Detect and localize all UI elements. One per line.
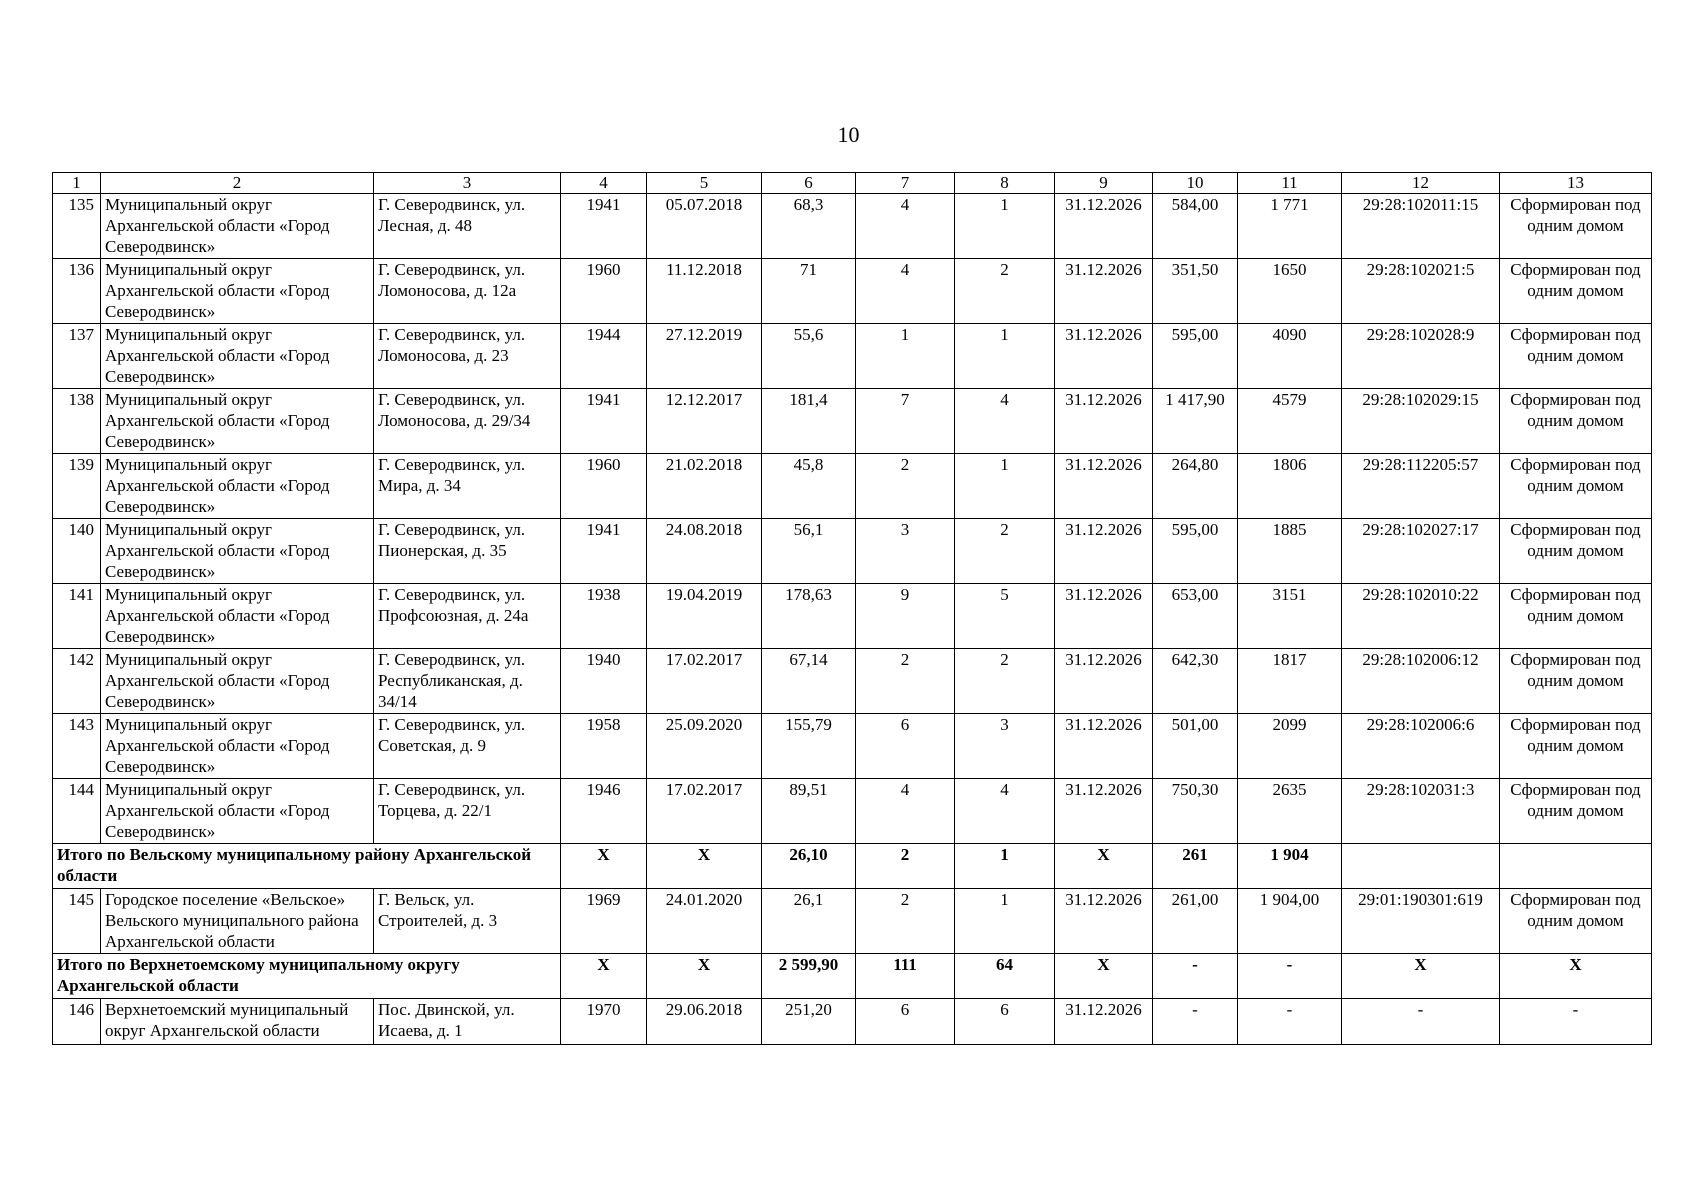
column-number: 4 [561, 173, 647, 194]
cell-c8: 1 [955, 454, 1055, 519]
total-cell-c7: 2 [856, 844, 955, 889]
cell-c11: 1 904,00 [1238, 889, 1342, 954]
cell-area: 89,51 [762, 779, 856, 844]
cell-c8: 4 [955, 779, 1055, 844]
cell-area: 26,1 [762, 889, 856, 954]
column-number: 11 [1238, 173, 1342, 194]
cell-deadline: 31.12.2026 [1055, 584, 1153, 649]
cell-status: - [1500, 999, 1652, 1045]
cell-address: Г. Северодвинск, ул. Ломоносова, д. 12а [374, 259, 561, 324]
cell-cadastral: 29:28:102006:12 [1342, 649, 1500, 714]
cell-deadline: 31.12.2026 [1055, 519, 1153, 584]
cell-area: 181,4 [762, 389, 856, 454]
table-row [53, 454, 1652, 519]
cell-date: 24.08.2018 [647, 519, 762, 584]
column-number: 8 [955, 173, 1055, 194]
cell-municipality: Муниципальный округ Архангельской области «Город Северодвинск» [101, 194, 374, 259]
cell-status: Сформирован под одним домом [1500, 194, 1652, 259]
total-cell-c5: X [647, 844, 762, 889]
cell-status: Сформирован под одним домом [1500, 454, 1652, 519]
cell-area: 71 [762, 259, 856, 324]
cell-c10: 351,50 [1153, 259, 1238, 324]
cell-date: 24.01.2020 [647, 889, 762, 954]
cell-status: Сформирован под одним домом [1500, 519, 1652, 584]
cell-n: 140 [53, 519, 101, 584]
page-number: 10 [837, 122, 860, 147]
cell-c10: - [1153, 999, 1238, 1045]
cell-n: 138 [53, 389, 101, 454]
cell-date: 17.02.2017 [647, 779, 762, 844]
cell-cadastral: 29:28:112205:57 [1342, 454, 1500, 519]
table-row [53, 194, 1652, 259]
cell-area: 67,14 [762, 649, 856, 714]
total-cell-c10: - [1153, 954, 1238, 999]
cell-cadastral: 29:28:102027:17 [1342, 519, 1500, 584]
total-cell-c6: 2 599,90 [762, 954, 856, 999]
cell-n: 144 [53, 779, 101, 844]
cell-c10: 261,00 [1153, 889, 1238, 954]
cell-c8: 1 [955, 194, 1055, 259]
cell-n: 141 [53, 584, 101, 649]
total-cell-c8: 64 [955, 954, 1055, 999]
cell-date: 17.02.2017 [647, 649, 762, 714]
cell-n: 139 [53, 454, 101, 519]
table-row [53, 649, 1652, 714]
cell-c11: 1650 [1238, 259, 1342, 324]
cell-n: 136 [53, 259, 101, 324]
table-body [53, 194, 1652, 1045]
cell-address: Г. Северодвинск, ул. Республиканская, д. 34/14 [374, 649, 561, 714]
cell-c11: 4579 [1238, 389, 1342, 454]
cell-n: 143 [53, 714, 101, 779]
cell-c11: 1806 [1238, 454, 1342, 519]
cell-address: Г. Северодвинск, ул. Торцева, д. 22/1 [374, 779, 561, 844]
cell-date: 19.04.2019 [647, 584, 762, 649]
total-cell-c8: 1 [955, 844, 1055, 889]
cell-c11: 4090 [1238, 324, 1342, 389]
cell-c11: 2635 [1238, 779, 1342, 844]
table-row [53, 519, 1652, 584]
cell-deadline: 31.12.2026 [1055, 259, 1153, 324]
column-number: 13 [1500, 173, 1652, 194]
total-cell-c9: X [1055, 954, 1153, 999]
column-number: 2 [101, 173, 374, 194]
cell-municipality: Муниципальный округ Архангельской области «Город Северодвинск» [101, 779, 374, 844]
cell-c11: 1817 [1238, 649, 1342, 714]
cell-municipality: Муниципальный округ Архангельской области «Город Северодвинск» [101, 714, 374, 779]
cell-cadastral: - [1342, 999, 1500, 1045]
table-row [53, 259, 1652, 324]
cell-year: 1941 [561, 389, 647, 454]
table-row [53, 389, 1652, 454]
cell-year: 1958 [561, 714, 647, 779]
cell-c7: 2 [856, 889, 955, 954]
cell-municipality: Муниципальный округ Архангельской области «Город Северодвинск» [101, 389, 374, 454]
cell-deadline: 31.12.2026 [1055, 999, 1153, 1045]
cell-deadline: 31.12.2026 [1055, 454, 1153, 519]
cell-c8: 2 [955, 649, 1055, 714]
cell-municipality: Муниципальный округ Архангельской области «Город Северодвинск» [101, 259, 374, 324]
cell-year: 1969 [561, 889, 647, 954]
cell-year: 1946 [561, 779, 647, 844]
cell-n: 135 [53, 194, 101, 259]
table-row [53, 999, 1652, 1045]
cell-status: Сформирован под одним домом [1500, 389, 1652, 454]
column-number: 6 [762, 173, 856, 194]
total-cell-c12 [1342, 844, 1500, 889]
cell-c7: 4 [856, 779, 955, 844]
cell-year: 1960 [561, 259, 647, 324]
total-cell-c7: 111 [856, 954, 955, 999]
cell-c10: 595,00 [1153, 519, 1238, 584]
cell-n: 145 [53, 889, 101, 954]
cell-n: 146 [53, 999, 101, 1045]
cell-deadline: 31.12.2026 [1055, 779, 1153, 844]
column-number: 7 [856, 173, 955, 194]
cell-year: 1940 [561, 649, 647, 714]
cell-c10: 750,30 [1153, 779, 1238, 844]
cell-c10: 584,00 [1153, 194, 1238, 259]
total-cell-c13 [1500, 844, 1652, 889]
cell-c7: 7 [856, 389, 955, 454]
cell-address: Г. Северодвинск, ул. Советская, д. 9 [374, 714, 561, 779]
cell-cadastral: 29:28:102021:5 [1342, 259, 1500, 324]
cell-year: 1970 [561, 999, 647, 1045]
cell-c10: 642,30 [1153, 649, 1238, 714]
cell-cadastral: 29:01:190301:619 [1342, 889, 1500, 954]
cell-date: 27.12.2019 [647, 324, 762, 389]
column-number-row [53, 173, 1652, 194]
total-cell-c6: 26,10 [762, 844, 856, 889]
cell-c7: 6 [856, 714, 955, 779]
cell-date: 29.06.2018 [647, 999, 762, 1045]
total-cell-c5: X [647, 954, 762, 999]
cell-date: 05.07.2018 [647, 194, 762, 259]
total-cell-c13: X [1500, 954, 1652, 999]
cell-area: 56,1 [762, 519, 856, 584]
cell-c11: 3151 [1238, 584, 1342, 649]
cell-municipality: Муниципальный округ Архангельской области «Город Северодвинск» [101, 584, 374, 649]
cell-cadastral: 29:28:102006:6 [1342, 714, 1500, 779]
cell-deadline: 31.12.2026 [1055, 649, 1153, 714]
cell-address: Г. Вельск, ул. Строителей, д. 3 [374, 889, 561, 954]
total-label: Итого по Вельскому муниципальному району Архангельской области [53, 844, 561, 889]
cell-n: 142 [53, 649, 101, 714]
cell-year: 1938 [561, 584, 647, 649]
total-cell-c4: X [561, 844, 647, 889]
cell-c8: 2 [955, 519, 1055, 584]
cell-c8: 4 [955, 389, 1055, 454]
cell-c10: 501,00 [1153, 714, 1238, 779]
cell-deadline: 31.12.2026 [1055, 714, 1153, 779]
cell-area: 251,20 [762, 999, 856, 1045]
cell-status: Сформирован под одним домом [1500, 714, 1652, 779]
total-cell-c12: X [1342, 954, 1500, 999]
cell-c8: 1 [955, 889, 1055, 954]
cell-year: 1941 [561, 519, 647, 584]
table-row [53, 779, 1652, 844]
cell-c11: 1885 [1238, 519, 1342, 584]
cell-address: Г. Северодвинск, ул. Мира, д. 34 [374, 454, 561, 519]
table-row [53, 714, 1652, 779]
total-cell-c4: X [561, 954, 647, 999]
cell-address: Г. Северодвинск, ул. Ломоносова, д. 29/34 [374, 389, 561, 454]
cell-address: Г. Северодвинск, ул. Ломоносова, д. 23 [374, 324, 561, 389]
cell-c10: 264,80 [1153, 454, 1238, 519]
cell-municipality: Муниципальный округ Архангельской области «Город Северодвинск» [101, 649, 374, 714]
cell-deadline: 31.12.2026 [1055, 889, 1153, 954]
column-number: 3 [374, 173, 561, 194]
column-number: 1 [53, 173, 101, 194]
cell-status: Сформирован под одним домом [1500, 259, 1652, 324]
column-number: 12 [1342, 173, 1500, 194]
cell-c10: 653,00 [1153, 584, 1238, 649]
cell-area: 178,63 [762, 584, 856, 649]
cell-cadastral: 29:28:102010:22 [1342, 584, 1500, 649]
cell-cadastral: 29:28:102028:9 [1342, 324, 1500, 389]
table-row [53, 889, 1652, 954]
cell-status: Сформирован под одним домом [1500, 584, 1652, 649]
cell-c7: 9 [856, 584, 955, 649]
cell-municipality: Муниципальный округ Архангельской области «Город Северодвинск» [101, 454, 374, 519]
total-cell-c10: 261 [1153, 844, 1238, 889]
cell-date: 25.09.2020 [647, 714, 762, 779]
total-row [53, 954, 1652, 999]
cell-municipality: Муниципальный округ Архангельской области «Город Северодвинск» [101, 324, 374, 389]
total-label: Итого по Верхнетоемскому муниципальному округу Архангельской области [53, 954, 561, 999]
cell-c11: - [1238, 999, 1342, 1045]
column-number: 9 [1055, 173, 1153, 194]
register-table [52, 172, 1652, 1045]
total-row [53, 844, 1652, 889]
cell-year: 1960 [561, 454, 647, 519]
cell-cadastral: 29:28:102029:15 [1342, 389, 1500, 454]
cell-c7: 2 [856, 649, 955, 714]
cell-area: 68,3 [762, 194, 856, 259]
column-number: 10 [1153, 173, 1238, 194]
cell-c7: 4 [856, 194, 955, 259]
column-number: 5 [647, 173, 762, 194]
cell-status: Сформирован под одним домом [1500, 649, 1652, 714]
cell-cadastral: 29:28:102011:15 [1342, 194, 1500, 259]
cell-c7: 4 [856, 259, 955, 324]
cell-area: 45,8 [762, 454, 856, 519]
cell-year: 1941 [561, 194, 647, 259]
cell-cadastral: 29:28:102031:3 [1342, 779, 1500, 844]
cell-status: Сформирован под одним домом [1500, 779, 1652, 844]
cell-n: 137 [53, 324, 101, 389]
cell-c11: 1 771 [1238, 194, 1342, 259]
cell-municipality: Городское поселение «Вельское» Вельского муниципального района Архангельской области [101, 889, 374, 954]
cell-deadline: 31.12.2026 [1055, 389, 1153, 454]
cell-c8: 5 [955, 584, 1055, 649]
cell-area: 155,79 [762, 714, 856, 779]
table-row [53, 584, 1652, 649]
cell-c7: 2 [856, 454, 955, 519]
cell-status: Сформирован под одним домом [1500, 324, 1652, 389]
cell-c8: 1 [955, 324, 1055, 389]
cell-c8: 6 [955, 999, 1055, 1045]
cell-date: 11.12.2018 [647, 259, 762, 324]
total-cell-c11: 1 904 [1238, 844, 1342, 889]
cell-municipality: Верхнетоемский муниципальный округ Архангельской области [101, 999, 374, 1045]
cell-date: 21.02.2018 [647, 454, 762, 519]
cell-date: 12.12.2017 [647, 389, 762, 454]
cell-address: Г. Северодвинск, ул. Пионерская, д. 35 [374, 519, 561, 584]
cell-c10: 1 417,90 [1153, 389, 1238, 454]
cell-municipality: Муниципальный округ Архангельской области «Город Северодвинск» [101, 519, 374, 584]
cell-status: Сформирован под одним домом [1500, 889, 1652, 954]
cell-address: Г. Северодвинск, ул. Профсоюзная, д. 24а [374, 584, 561, 649]
cell-year: 1944 [561, 324, 647, 389]
cell-deadline: 31.12.2026 [1055, 324, 1153, 389]
total-cell-c9: X [1055, 844, 1153, 889]
cell-c11: 2099 [1238, 714, 1342, 779]
cell-address: Г. Северодвинск, ул. Лесная, д. 48 [374, 194, 561, 259]
cell-c7: 3 [856, 519, 955, 584]
cell-c8: 2 [955, 259, 1055, 324]
cell-c8: 3 [955, 714, 1055, 779]
cell-address: Пос. Двинской, ул. Исаева, д. 1 [374, 999, 561, 1045]
cell-c10: 595,00 [1153, 324, 1238, 389]
total-cell-c11: - [1238, 954, 1342, 999]
cell-c7: 1 [856, 324, 955, 389]
cell-area: 55,6 [762, 324, 856, 389]
cell-deadline: 31.12.2026 [1055, 194, 1153, 259]
table-row [53, 324, 1652, 389]
cell-c7: 6 [856, 999, 955, 1045]
